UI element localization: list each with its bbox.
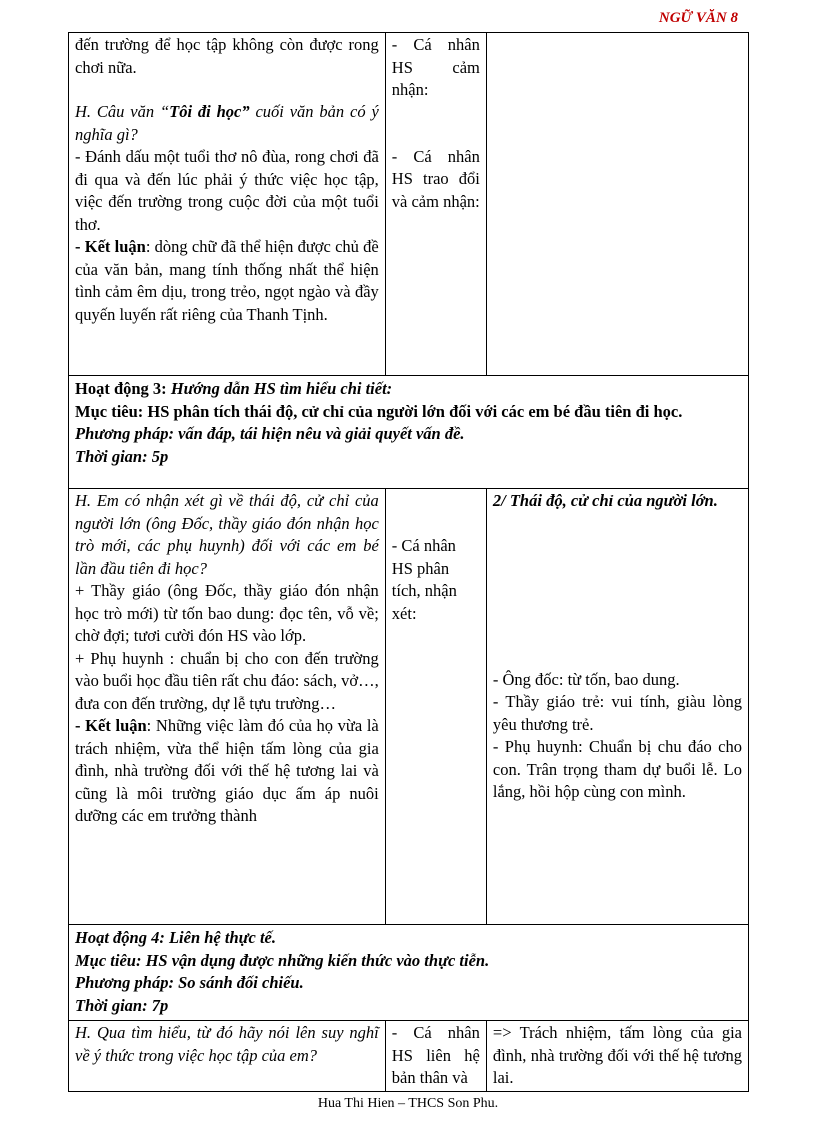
content-cell [486,489,748,925]
teacher-activity-cell [69,489,386,925]
student-activity: - Cá nhân HS liên hệ bản thân và [391,1023,480,1087]
student-activity-cell [385,33,486,376]
student-activity: - Cá nhân HS trao đổi và cảm nhận: [391,146,480,211]
activity-title: Hoạt động 4: Liên hệ thực tế. [75,928,277,947]
answer: + Phụ huynh : chuẩn bị cho con đến trường vào buổi học đầu tiên rất chu đáo: sách, vở…, đưa con đến trường, dự lễ tựu trường… [75,648,379,713]
student-activity: - Cá nhân HS phân tích, nhận xét: [391,536,457,623]
table-row [69,489,749,925]
content-point: - Phụ huynh: Chuẩn bị chu đáo cho con. Trân trọng tham dự buổi lễ. Lo lắng, hồi hộp cùng con mình. [492,737,742,801]
activity-heading-row [69,376,749,489]
method: Phương pháp: So sánh đối chiếu. [75,973,304,992]
activity-label: Hoạt động 3: [75,379,171,398]
teacher-activity-cell [69,33,386,376]
section-title: 2/ Thái độ, cử chỉ của người lớn. [492,491,718,510]
content-point: - Thầy giáo trẻ: vui tính, giàu lòng yêu thương trẻ. [492,692,742,734]
answer: - Đánh dấu một tuổi thơ nô đùa, rong chơi đã đi qua và đến lúc phải ý thức việc học tập, việc đến trường trong cuộc đời của một tuổi thơ. [75,147,379,234]
page-header-subject: NGỮ VĂN 8 [658,10,738,26]
time: Thời gian: 7p [75,995,169,1015]
content-cell [486,33,748,376]
content-point: - Ông đốc: từ tốn, bao dung. [492,669,680,689]
activity-4-heading [69,925,749,1021]
answer: + Thầy giáo (ông Đốc, thầy giáo đón nhận học trò mới) từ tốn bao dung: đọc tên, vỗ về; chờ đợi; tươi cười đón HS vào lớp. [75,581,379,645]
question: H. Em có nhận xét gì về thái độ, cử chỉ của người lớn (ông Đốc, thầy giáo đón nhận học trò mới, các phụ huynh) đối với các em bé lần đầu tiên đi học? [75,491,379,578]
question: H. Qua tìm hiểu, từ đó hãy nói lên suy nghĩ về ý thức trong việc học tập của em? [75,1023,379,1065]
activity-title: Hướng dẫn HS tìm hiểu chi tiết: [170,379,393,398]
content-cell [486,1021,748,1092]
table-row [69,33,749,376]
table-row [69,1021,749,1092]
conclusion: - Kết luận: Những việc làm đó của họ vừa là trách nhiệm, vừa thể hiện tấm lòng của gia đình, nhà trường đối với thế hệ tương lai và cũng là môi trường giáo dục ấm áp nuôi dưỡng các em trưởng thành [75,716,379,825]
objective: Mục tiêu: HS phân tích thái độ, cử chỉ của người lớn đối với các em bé đầu tiên đi học. [75,401,683,421]
student-activity: - Cá nhân HS cảm nhận: [391,35,480,99]
activity-heading-row [69,925,749,1021]
question: H. Câu văn “Tôi đi học” cuối văn bản có ý nghĩa gì? [75,102,379,144]
teacher-activity-cell [69,1021,386,1092]
lesson-table [68,32,749,1092]
objective: Mục tiêu: HS vận dụng được những kiến thức vào thực tiễn. [75,950,490,970]
method: Phương pháp: vấn đáp, tái hiện nêu và giải quyết vấn đề. [75,424,465,443]
student-activity-cell [385,1021,486,1092]
page-footer: Hua Thi Hien – THCS Son Phu. [317,1096,499,1111]
time: Thời gian: 5p [75,446,169,466]
conclusion: - Kết luận: dòng chữ đã thể hiện được chủ đề của văn bản, mang tính thống nhất thể hiện tình cảm êm dịu, trong trẻo, ngọt ngào và đầy quyến luyến rất riêng của Thanh Tịnh. [75,237,379,324]
content-point: => Trách nhiệm, tấm lòng của gia đình, nhà trường đối với thế hệ tương lai. [492,1023,742,1087]
continued-text: đến trường để học tập không còn được rong chơi nữa. [75,35,379,77]
student-activity-cell [385,489,486,925]
activity-3-heading [69,376,749,489]
